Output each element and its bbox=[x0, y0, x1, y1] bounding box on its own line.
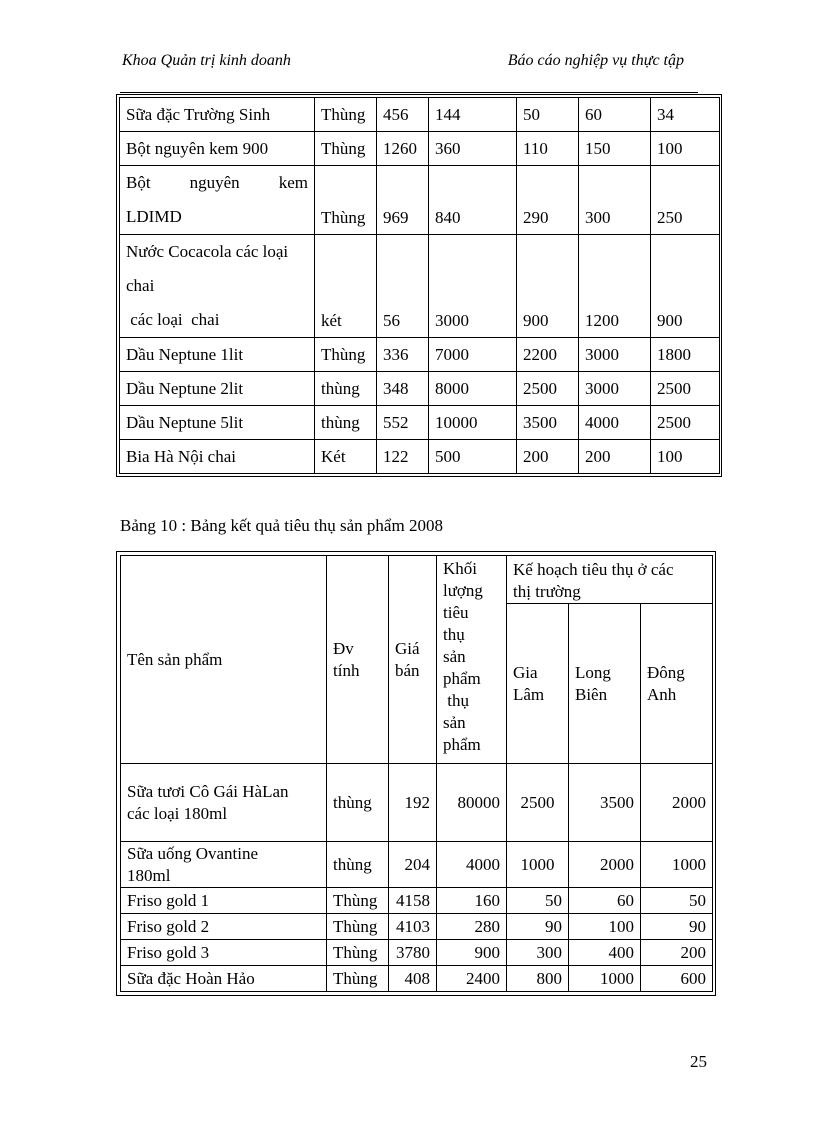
table-row bbox=[121, 764, 713, 842]
market-cell: 300 bbox=[507, 940, 569, 966]
product-name-line: Sữa uống Ovantine bbox=[127, 843, 259, 863]
value-cell: 900 bbox=[651, 235, 720, 338]
value-cell: 2200 bbox=[517, 338, 579, 372]
market-cell: 2000 bbox=[641, 764, 713, 842]
value-cell: 2500 bbox=[517, 372, 579, 406]
unit-cell: Thùng bbox=[327, 888, 389, 914]
market-cell: 1000 bbox=[569, 966, 641, 992]
table-row bbox=[120, 166, 720, 235]
product-name: Dầu Neptune 5lit bbox=[120, 406, 315, 440]
value-cell: 60 bbox=[579, 98, 651, 132]
value-cell: 3000 bbox=[579, 372, 651, 406]
table-row bbox=[121, 842, 713, 888]
header-line: sản bbox=[443, 713, 466, 732]
header-market-dong-anh bbox=[641, 604, 713, 764]
price-cell: 4158 bbox=[389, 888, 437, 914]
market-cell: 90 bbox=[641, 914, 713, 940]
value-cell: 34 bbox=[651, 98, 720, 132]
market-cell: 100 bbox=[569, 914, 641, 940]
value-cell: 336 bbox=[377, 338, 429, 372]
table-caption: Bảng 10 : Bảng kết quả tiêu thụ sản phẩm 2008 bbox=[120, 516, 443, 535]
market-cell: 60 bbox=[569, 888, 641, 914]
table-row bbox=[121, 914, 713, 940]
header-line: tính bbox=[333, 660, 360, 680]
value-cell: 300 bbox=[579, 166, 651, 235]
unit-cell: Thùng bbox=[315, 98, 377, 132]
table-row bbox=[120, 372, 720, 406]
value-cell: 122 bbox=[377, 440, 429, 474]
product-name: Friso gold 3 bbox=[121, 940, 327, 966]
value-cell: 969 bbox=[377, 166, 429, 235]
header-line: Kế hoạch tiêu thụ ở các bbox=[513, 560, 674, 579]
value-cell: 100 bbox=[651, 132, 720, 166]
value-cell: 3000 bbox=[579, 338, 651, 372]
header-row bbox=[121, 556, 713, 604]
header-product-name: Tên sản phẩm bbox=[121, 556, 327, 764]
market-cell: 50 bbox=[507, 888, 569, 914]
table-row bbox=[120, 235, 720, 338]
value-cell: 50 bbox=[517, 98, 579, 132]
header-line: Giá bbox=[395, 638, 420, 658]
product-name: Sữa đặc Trường Sinh bbox=[120, 98, 315, 132]
product-name bbox=[120, 166, 315, 235]
table-row bbox=[120, 406, 720, 440]
value-cell: 200 bbox=[517, 440, 579, 474]
header-line: tiêu bbox=[443, 603, 469, 622]
product-name: Friso gold 2 bbox=[121, 914, 327, 940]
table-row bbox=[121, 888, 713, 914]
market-cell: 200 bbox=[641, 940, 713, 966]
product-name-line: các loại chai bbox=[126, 310, 220, 329]
unit-cell: Thùng bbox=[315, 166, 377, 235]
table-row bbox=[120, 338, 720, 372]
product-name: Bia Hà Nội chai bbox=[120, 440, 315, 474]
header-line: Lâm bbox=[513, 684, 545, 704]
volume-cell: 160 bbox=[437, 888, 507, 914]
product-name-line: LDIMD bbox=[126, 207, 182, 226]
value-cell: 360 bbox=[429, 132, 517, 166]
header-market-long-bien bbox=[569, 604, 641, 764]
value-cell: 8000 bbox=[429, 372, 517, 406]
market-cell: 3500 bbox=[569, 764, 641, 842]
product-name-line: chai bbox=[126, 276, 155, 295]
product-name-line: các loại 180ml bbox=[127, 803, 228, 823]
header-line: Khối bbox=[443, 559, 477, 578]
header-line: thụ bbox=[443, 625, 465, 644]
unit-cell: Thùng bbox=[327, 966, 389, 992]
market-cell: 2500 bbox=[507, 764, 569, 842]
value-cell: 4000 bbox=[579, 406, 651, 440]
price-cell: 4103 bbox=[389, 914, 437, 940]
consumption-results-table bbox=[116, 551, 716, 996]
page-header bbox=[120, 52, 698, 93]
unit-cell: thùng bbox=[327, 764, 389, 842]
header-line: thụ bbox=[443, 691, 469, 710]
header-line: phẩm bbox=[443, 669, 481, 688]
header-line: Long bbox=[575, 662, 611, 682]
product-name: Friso gold 1 bbox=[121, 888, 327, 914]
header-line: thị trường bbox=[513, 582, 581, 601]
value-cell: 1260 bbox=[377, 132, 429, 166]
header-unit bbox=[327, 556, 389, 764]
unit-cell: Thùng bbox=[315, 132, 377, 166]
value-cell: 290 bbox=[517, 166, 579, 235]
product-name bbox=[120, 235, 315, 338]
product-table-2 bbox=[120, 555, 713, 992]
unit-cell: thùng bbox=[315, 372, 377, 406]
product-name: Dầu Neptune 1lit bbox=[120, 338, 315, 372]
market-cell: 800 bbox=[507, 966, 569, 992]
product-name-line: Sữa tươi Cô Gái HàLan bbox=[127, 781, 289, 801]
value-cell: 552 bbox=[377, 406, 429, 440]
value-cell: 7000 bbox=[429, 338, 517, 372]
product-name-line: 180ml bbox=[127, 865, 171, 885]
header-price bbox=[389, 556, 437, 764]
value-cell: 10000 bbox=[429, 406, 517, 440]
name-word: kem bbox=[278, 173, 308, 192]
header-market-gia-lam bbox=[507, 604, 569, 764]
unit-cell: két bbox=[315, 235, 377, 338]
header-line: Đông bbox=[647, 662, 685, 682]
value-cell: 348 bbox=[377, 372, 429, 406]
header-line: Biên bbox=[575, 684, 608, 704]
market-cell: 1000 bbox=[507, 842, 569, 888]
market-cell: 400 bbox=[569, 940, 641, 966]
value-cell: 840 bbox=[429, 166, 517, 235]
value-cell: 1200 bbox=[579, 235, 651, 338]
value-cell: 200 bbox=[579, 440, 651, 474]
unit-cell: Két bbox=[315, 440, 377, 474]
header-line: Gia bbox=[513, 662, 538, 682]
table-row bbox=[121, 966, 713, 992]
product-table-continued bbox=[116, 94, 722, 477]
value-cell: 100 bbox=[651, 440, 720, 474]
header-line: bán bbox=[395, 660, 420, 680]
table-row bbox=[120, 132, 720, 166]
header-report-title: Báo cáo nghiệp vụ thực tập bbox=[507, 52, 684, 69]
market-cell: 50 bbox=[641, 888, 713, 914]
value-cell: 3000 bbox=[429, 235, 517, 338]
value-cell: 144 bbox=[429, 98, 517, 132]
header-faculty: Khoa Quản trị kinh doanh bbox=[122, 52, 291, 69]
market-cell: 2000 bbox=[569, 842, 641, 888]
value-cell: 456 bbox=[377, 98, 429, 132]
header-line: Đv bbox=[333, 638, 354, 658]
value-cell: 2500 bbox=[651, 372, 720, 406]
price-cell: 3780 bbox=[389, 940, 437, 966]
unit-cell: Thùng bbox=[315, 338, 377, 372]
product-name: Dầu Neptune 2lit bbox=[120, 372, 315, 406]
table-row bbox=[121, 940, 713, 966]
market-cell: 90 bbox=[507, 914, 569, 940]
product-name bbox=[121, 842, 327, 888]
product-name bbox=[121, 764, 327, 842]
header-line: lượng bbox=[443, 581, 483, 600]
unit-cell: Thùng bbox=[327, 914, 389, 940]
volume-cell: 280 bbox=[437, 914, 507, 940]
unit-cell: Thùng bbox=[327, 940, 389, 966]
volume-cell: 80000 bbox=[437, 764, 507, 842]
market-cell: 1000 bbox=[641, 842, 713, 888]
table-row bbox=[120, 440, 720, 474]
page-number: 25 bbox=[690, 1052, 707, 1071]
value-cell: 250 bbox=[651, 166, 720, 235]
product-table-1 bbox=[119, 97, 720, 474]
price-cell: 204 bbox=[389, 842, 437, 888]
price-cell: 408 bbox=[389, 966, 437, 992]
product-name-line bbox=[126, 166, 308, 200]
value-cell: 56 bbox=[377, 235, 429, 338]
value-cell: 3500 bbox=[517, 406, 579, 440]
name-word: nguyên bbox=[189, 173, 240, 192]
value-cell: 150 bbox=[579, 132, 651, 166]
value-cell: 900 bbox=[517, 235, 579, 338]
header-line: Anh bbox=[647, 684, 677, 704]
value-cell: 1800 bbox=[651, 338, 720, 372]
header-sales-plan bbox=[507, 556, 713, 604]
header-line: phẩm bbox=[443, 735, 481, 754]
header-volume bbox=[437, 556, 507, 764]
header-line: sản bbox=[443, 647, 466, 666]
table-row bbox=[120, 98, 720, 132]
market-cell: 600 bbox=[641, 966, 713, 992]
product-name: Sữa đặc Hoàn Hảo bbox=[121, 966, 327, 992]
product-name-line: Nước Cocacola các loại bbox=[126, 242, 289, 261]
unit-cell: thùng bbox=[327, 842, 389, 888]
price-cell: 192 bbox=[389, 764, 437, 842]
volume-cell: 4000 bbox=[437, 842, 507, 888]
volume-cell: 900 bbox=[437, 940, 507, 966]
value-cell: 2500 bbox=[651, 406, 720, 440]
unit-cell: thùng bbox=[315, 406, 377, 440]
value-cell: 110 bbox=[517, 132, 579, 166]
volume-cell: 2400 bbox=[437, 966, 507, 992]
name-word: Bột bbox=[126, 173, 151, 192]
product-name: Bột nguyên kem 900 bbox=[120, 132, 315, 166]
value-cell: 500 bbox=[429, 440, 517, 474]
